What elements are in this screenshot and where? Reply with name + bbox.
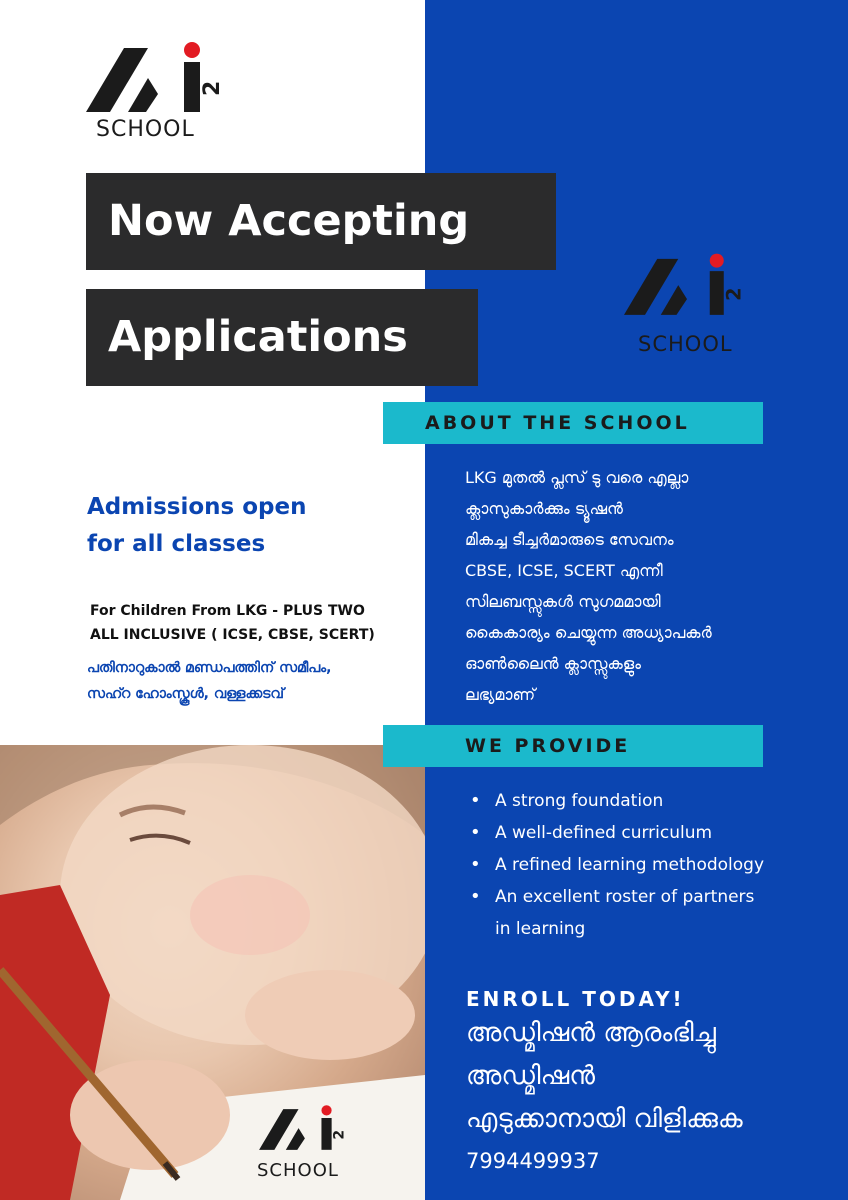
enroll-line-1: അഡ്മിഷൻ ആരംഭിച്ചു bbox=[466, 1018, 716, 1048]
about-line: LKG മുതൽ പ്ലസ് ടു വരെ എല്ലാ bbox=[465, 468, 689, 487]
provide-item: • An excellent roster of partners bbox=[470, 881, 810, 913]
provide-item: • A refined learning methodology bbox=[470, 849, 810, 881]
admissions-line-1: Admissions open bbox=[87, 494, 307, 520]
headline-now-accepting: Now Accepting bbox=[86, 173, 556, 270]
address-line-2: സഹ്റ ഹോംസ്കൂൾ, വള്ളക്കടവ് bbox=[87, 686, 284, 702]
about-line: ക്ലാസുകാർക്കും ട്യൂഷൻ bbox=[465, 499, 623, 518]
svg-text:2: 2 bbox=[722, 287, 746, 301]
headline-applications: Applications bbox=[86, 289, 478, 386]
we-provide-heading: WE PROVIDE bbox=[383, 725, 763, 767]
enroll-today-heading: ENROLL TODAY! bbox=[466, 987, 685, 1011]
about-line: കൈകാര്യം ചെയ്യുന്ന അധ്യാപകർ bbox=[465, 623, 712, 642]
about-line: ഓൺലൈൻ ക്ലാസ്സുകളും bbox=[465, 654, 641, 673]
ai2-school-logo-top bbox=[86, 40, 246, 150]
phone-number[interactable]: 7994499937 bbox=[466, 1149, 600, 1173]
provide-item: • A strong foundation bbox=[470, 785, 810, 817]
provide-list bbox=[470, 785, 810, 945]
svg-text:2: 2 bbox=[331, 1129, 348, 1140]
about-line: CBSE, ICSE, SCERT എന്നീ bbox=[465, 561, 663, 580]
logo-text-right: SCHOOL bbox=[638, 332, 733, 356]
for-children-line-2: ALL INCLUSIVE ( ICSE, CBSE, SCERT) bbox=[90, 627, 375, 643]
address-text bbox=[87, 655, 407, 707]
enroll-line-2: അഡ്മിഷൻ bbox=[466, 1061, 595, 1091]
address-line-1: പതിനാറുകാൽ മണ്ഡപത്തിന് സമീപം, bbox=[87, 660, 332, 676]
about-line: മികച്ച ടീച്ചർമാരുടെ സേവനം bbox=[465, 530, 674, 549]
about-line: ലഭ്യമാണ് bbox=[465, 685, 536, 704]
for-children-text bbox=[90, 599, 410, 647]
provide-item-continuation: in learning bbox=[495, 919, 586, 939]
svg-text:2: 2 bbox=[200, 80, 225, 96]
admissions-text bbox=[87, 489, 387, 563]
logo-text-top: SCHOOL bbox=[96, 117, 195, 142]
provide-item: • A well-defined curriculum bbox=[470, 817, 810, 849]
ai2-school-logo-bottom bbox=[255, 1104, 365, 1190]
ai2-school-logo-right bbox=[624, 242, 764, 358]
enroll-line-3: എടുക്കാനായി വിളിക്കുക bbox=[466, 1104, 743, 1134]
admissions-line-2: for all classes bbox=[87, 531, 266, 557]
about-line: സിലബസ്സുകൾ സുഗമമായി bbox=[465, 592, 661, 611]
logo-text-bottom: SCHOOL bbox=[257, 1160, 339, 1181]
for-children-line-1: For Children From LKG - PLUS TWO bbox=[90, 603, 365, 619]
about-body bbox=[465, 462, 815, 710]
about-school-heading: ABOUT THE SCHOOL bbox=[383, 402, 763, 444]
